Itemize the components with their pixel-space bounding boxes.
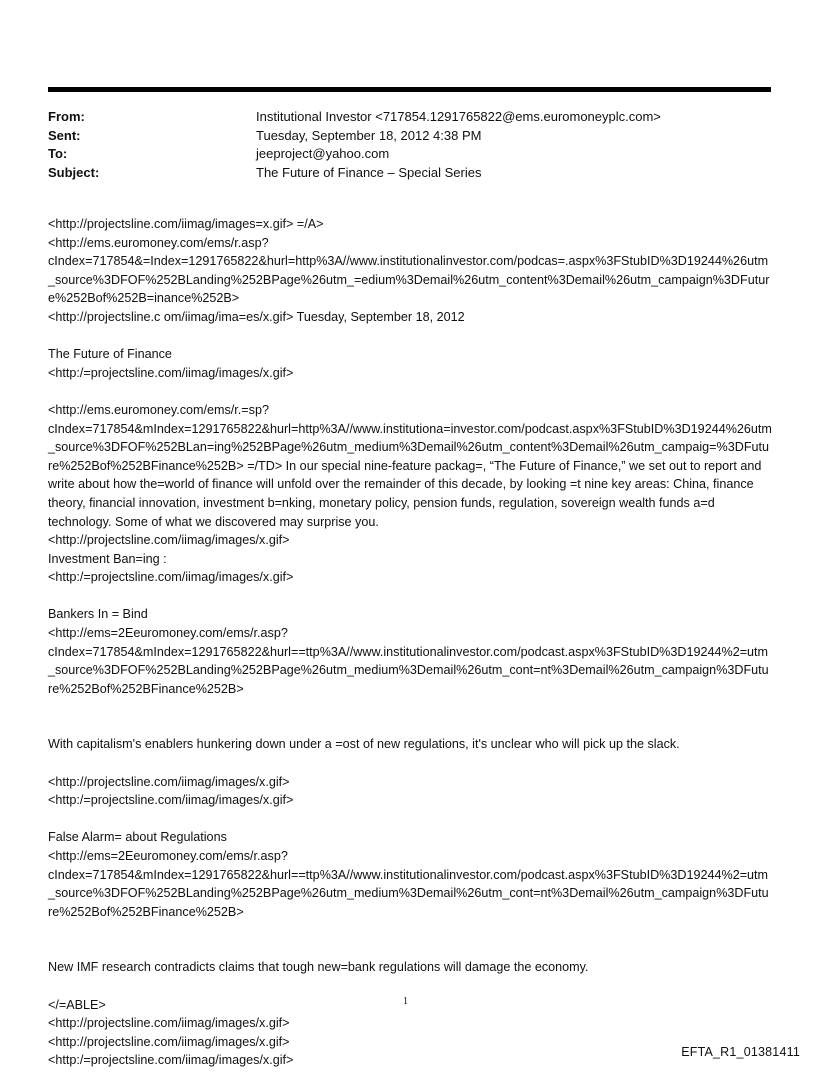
article-title: False Alarm= about Regulations xyxy=(48,830,227,845)
from-value: Institutional Investor <717854.1291765822@ems.euromoneyplc.com> xyxy=(256,109,661,124)
tracking-url: <http://ems.euromoney.com/ems/r.asp?cIndex=717854&=Index=1291765822&hurl=http%3A//www.institutionalinvestor.com/podcas=.aspx%3FStubID%3D19244%26utm_source%3DFOF%252BLanding%252BPage%26utm_=edium%3Demail%26utm_content%3Demail%26utm_campaign%3DFuture%252Bof%252B=inance%252B> xyxy=(48,235,770,306)
article-summary: New IMF research contradicts claims that tough new=bank regulations will damage the economy. xyxy=(48,960,589,975)
to-row xyxy=(48,145,771,164)
sent-row xyxy=(48,127,771,146)
header-rule xyxy=(48,87,771,92)
image-link-line: <http://projectsline.com/iimag/images/x.gif> xyxy=(48,533,290,548)
series-title: The Future of Finance xyxy=(48,347,172,362)
article-url: <http://ems=2Eeuromoney.com/ems/r.asp?cIndex=717854&mIndex=1291765822&hurl==ttp%3A//www.institutionalinvestor.com/podcast.aspx%3FStubID%3D19244%2=utm_source%3DFOF%252BLanding%252BPage%26utm_medium%3Demail%26utm_cont=nt%3Demail%26utm_campaign%3DFuture%252Bof%252BFinance%252B> xyxy=(48,849,769,919)
subject-label: Subject: xyxy=(48,164,100,180)
to-value: jeeproject@yahoo.com xyxy=(256,146,390,161)
image-link-line: <http:/=projectsline.com/iimag/images/x.gif> xyxy=(48,793,294,808)
image-link-line: <http:/=projectsline.com/iimag/images/x.gif> xyxy=(48,570,294,585)
image-link-line: <http://projectsline.com/iimag/images/x.gif> xyxy=(48,1016,290,1031)
intro-paragraph: <http://ems.euromoney.com/ems/r.=sp?cIndex=717854&mIndex=1291765822&hurl=http%3A//www.institutiona=investor.com/podcast.aspx%3FStubID%3D19244%26utm_source%3DFOF%252BLan=ing%252BPage%26utm_medium%3Demail%26utm_content%3Demail%26utm_campaig=%3DFuture%252Bof%252BFinance%252B> =/TD> In our special nine-feature packag=, “The Future of Finance,” we set out to report and write about how the=world of finance will unfold over the remainder of this decade, by looking =t nine key areas: China, finance theory, financial innovation, investment b=nking, monetary policy, pension funds, regulation, sovereign wealth funds a=d technology. Some of what we discovered may surprise you. xyxy=(48,402,772,529)
sent-value: Tuesday, September 18, 2012 4:38 PM xyxy=(256,127,482,143)
image-link-line: <http://projectsline.com/iimag/images/x.gif> xyxy=(48,1034,290,1049)
from-label: From: xyxy=(48,109,85,124)
article-url: <http://ems=2Eeuromoney.com/ems/r.asp?cIndex=717854&mIndex=1291765822&hurl==ttp%3A//www.institutionalinvestor.com/podcast.aspx%3FStubID%3D19244%2=utm_source%3DFOF%252BLanding%252BPage%26utm_medium%3Demail%26utm_cont=nt%3Demail%26utm_campaign%3DFuture%252Bof%252BFinance%252B> xyxy=(48,626,769,696)
subject-value: The Future of Finance – Special Series xyxy=(256,164,482,180)
section-heading: Investment Ban=ing : xyxy=(48,551,167,566)
markup-fragment: </=ABLE> xyxy=(48,997,106,1012)
article-summary: With capitalism's enablers hunkering down under a =ost of new regulations, it's unclear who will pick up the slack. xyxy=(48,737,680,752)
subject-row xyxy=(48,164,771,183)
image-link-line: <http:/=projectsline.com/iimag/images/x.gif> xyxy=(48,365,294,380)
article-title: Bankers In = Bind xyxy=(48,607,148,622)
email-header xyxy=(48,108,771,182)
document-id: EFTA_R1_01381411 xyxy=(681,1045,800,1059)
page-number: 1 xyxy=(403,996,408,1007)
image-link-line: <http:/=projectsline.com/iimag/images/x.gif> xyxy=(48,1053,294,1068)
from-row xyxy=(48,108,771,127)
image-link-line: <http://projectsline.com/iimag/images=x.gif> =/A> xyxy=(48,217,324,231)
sent-label: Sent: xyxy=(48,127,81,143)
email-body xyxy=(48,215,772,1070)
image-link-date-line: <http://projectsline.c om/iimag/ima=es/x.gif> Tuesday, September 18, 2012 xyxy=(48,309,465,324)
to-label: To: xyxy=(48,146,68,161)
image-link-line: <http://projectsline.com/iimag/images/x.gif> xyxy=(48,774,290,789)
